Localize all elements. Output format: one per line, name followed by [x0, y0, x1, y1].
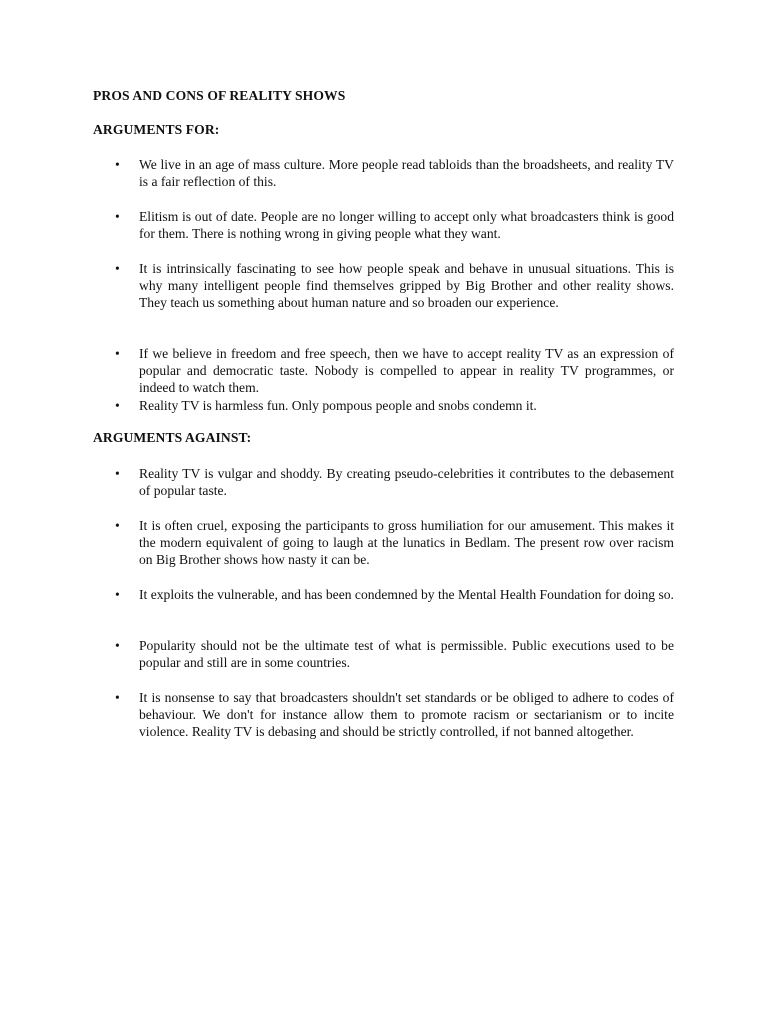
bullet-icon: • [115, 587, 120, 602]
list-item-text: It is nonsense to say that broadcasters shouldn't set standards or be obliged to adhere to codes of behaviour. We don't for instance allow them to promote racism or sectarianism or to incite violence. Reality TV is debasing and should be strictly controlled, if not banned altogether. [139, 690, 674, 740]
bullet-icon: • [115, 638, 120, 653]
bullet-icon: • [115, 690, 120, 705]
list-item-text: If we believe in freedom and free speech, then we have to accept reality TV as an expression of popular and democratic taste. Nobody is compelled to appear in reality TV programmes, or indeed to watch them. [139, 346, 674, 396]
list-item-text: Popularity should not be the ultimate test of what is permissible. Public executions used to be popular and still are in some countries. [139, 638, 674, 671]
list-item-text: Elitism is out of date. People are no longer willing to accept only what broadcasters think is good for them. There is nothing wrong in giving people what they want. [139, 209, 674, 242]
list-item-text: Reality TV is vulgar and shoddy. By creating pseudo-celebrities it contributes to the debasement of popular taste. [139, 466, 674, 499]
bullet-icon: • [115, 518, 120, 533]
list-item-text: It exploits the vulnerable, and has been condemned by the Mental Health Foundation for doing so. [139, 587, 674, 602]
document-title: PROS AND CONS OF REALITY SHOWS [93, 88, 346, 103]
list-item-text: It is intrinsically fascinating to see how people speak and behave in unusual situations. This is why many intelligent people find themselves gripped by Big Brother and other reality shows. They teach us something about human nature and so broaden our experience. [139, 261, 674, 311]
list-item-text: Reality TV is harmless fun. Only pompous people and snobs condemn it. [139, 398, 537, 413]
bullet-icon: • [115, 466, 120, 481]
bullet-icon: • [115, 157, 120, 172]
bullet-icon: • [115, 261, 120, 276]
bullet-icon: • [115, 346, 120, 361]
section-heading-for: ARGUMENTS FOR: [93, 122, 220, 137]
list-item-text: We live in an age of mass culture. More people read tabloids than the broadsheets, and reality TV is a fair reflection of this. [139, 157, 674, 190]
list-item-text: It is often cruel, exposing the participants to gross humiliation for our amusement. This makes it the modern equivalent of going to laugh at the lunatics in Bedlam. The present row over racism on Big Brother shows how nasty it can be. [139, 518, 674, 568]
bullet-icon: • [115, 209, 120, 224]
section-heading-against: ARGUMENTS AGAINST: [93, 430, 252, 445]
bullet-icon: • [115, 398, 120, 413]
